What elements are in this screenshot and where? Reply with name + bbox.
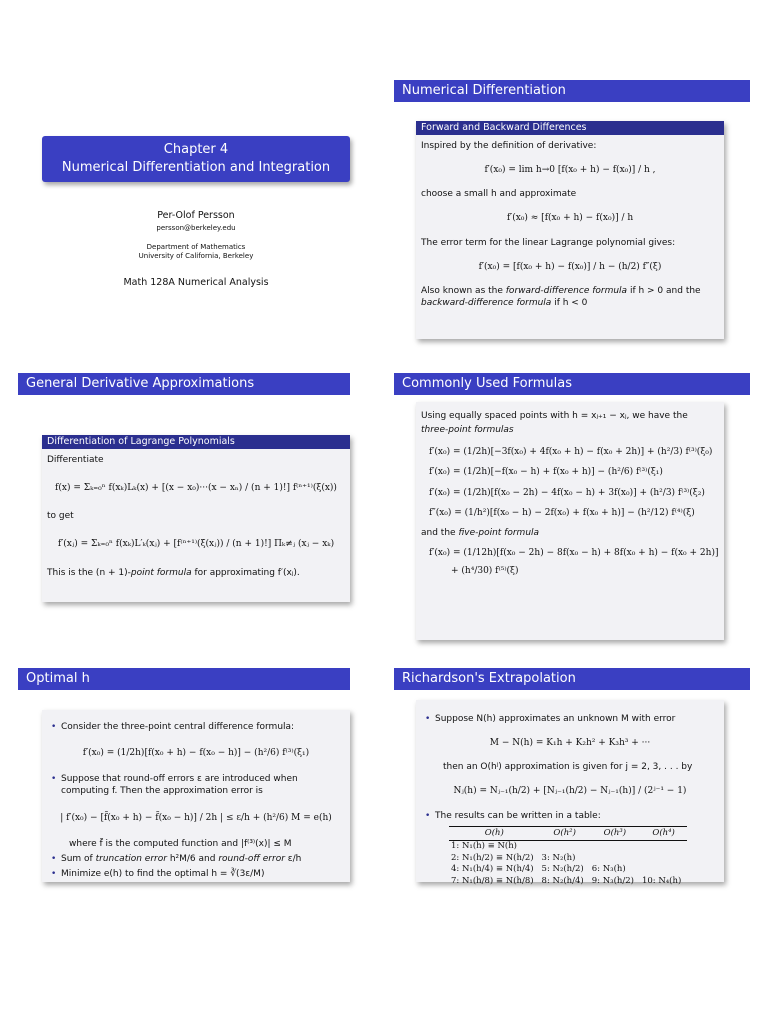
formula: f′(x₀) = (1/2h)[f(x₀ − 2h) − 4f(x₀ − h) + 3f(x₀)] + (h²/3) f⁽³⁾(ξ₂) — [429, 487, 705, 498]
equation: | f′(x₀) − [f̃(x₀ + h) − f̃(x₀ − h)] / 2h | ≤ ε/h + (h²/6) M = e(h) — [60, 812, 332, 823]
equation: f′(x₀) = [f(x₀ + h) − f(x₀)] / h − (h/2) f″(ξ) — [478, 261, 662, 272]
bullet: • Sum of truncation error h²M/6 and round-off error ε/h — [61, 853, 345, 865]
table-header: O(h) — [449, 826, 540, 840]
block-lagrange-diff — [42, 435, 350, 602]
formula: f″(x₀) = (1/h²)[f(x₀ − h) − 2f(x₀) + f(x₀ + h)] − (h²/12) f⁽⁴⁾(ξ) — [429, 507, 695, 518]
text: The error term for the linear Lagrange polynomial gives: — [421, 237, 676, 248]
table-header: O(h³) — [590, 826, 640, 840]
chapter-subtitle: Numerical Differentiation and Integration — [61, 160, 331, 175]
equation: Nⱼ(h) = Nⱼ₋₁(h/2) + [Nⱼ₋₁(h/2) − Nⱼ₋₁(h)] / (2ʲ⁻¹ − 1) — [453, 786, 687, 797]
block-optimal-h — [42, 710, 350, 882]
text: then an O(hʲ) approximation is given for j = 2, 3, . . . by — [443, 762, 693, 773]
course: Math 128A Numerical Analysis — [123, 277, 269, 288]
text: This is the (n + 1)-point formula for approximating f′(xⱼ). — [47, 567, 300, 578]
formula: f′(x₀) = (1/12h)[f(x₀ − 2h) − 8f(x₀ − h) + 8f(x₀ + h) − f(x₀ + 2h)] — [429, 547, 719, 558]
formula: + (h⁴/30) f⁽⁵⁾(ξ) — [451, 566, 519, 577]
frame-title: Numerical Differentiation — [394, 80, 750, 102]
equation: f′(x₀) = (1/2h)[f(x₀ + h) − f(x₀ − h)] − (h²/6) f⁽³⁾(ξ₁) — [82, 748, 310, 759]
frame-title: Optimal h — [18, 668, 350, 690]
bullet: • Suppose that round-off errors ε are introduced when computing f. Then the approximation error is — [61, 773, 345, 797]
chapter-title: Chapter 4 — [163, 142, 229, 157]
author: Per-Olof Persson — [157, 210, 235, 221]
email: persson@berkeley.edu — [156, 224, 236, 232]
university: University of California, Berkeley — [138, 252, 254, 260]
formula: f′(x₀) = (1/2h)[−f(x₀ − h) + f(x₀ + h)] − (h²/6) f⁽³⁾(ξ₁) — [429, 467, 663, 478]
text: Inspired by the definition of derivative: — [421, 141, 597, 151]
equation: M − N(h) = K₁h + K₂h² + K₃h³ + ··· — [489, 738, 651, 749]
bullet: • Consider the three-point central difference formula: — [61, 721, 345, 733]
bullet-list — [47, 721, 345, 733]
table-row: 4: N₁(h/4) ≡ N(h/4) 5: N₂(h/2) 6: N₃(h) — [451, 864, 626, 875]
richardson-table — [449, 826, 687, 887]
text: Using equally spaced points with h = xⱼ₊₁ − xⱼ, we have the — [421, 411, 688, 421]
text: three-point formulas — [421, 425, 514, 436]
text: Differentiate — [47, 455, 104, 465]
block-richardson — [416, 700, 724, 886]
equation: f′(x₀) ≈ [f(x₀ + h) − f(x₀)] / h — [506, 213, 634, 224]
table-row: 1: N₁(h) ≡ N(h) — [451, 841, 517, 852]
frame-title: Richardson's Extrapolation — [394, 668, 750, 690]
text: Also known as the forward-difference formula if h > 0 and the backward-difference formula if h < 0 — [421, 285, 701, 308]
text: and the five-point formula — [421, 527, 540, 538]
table-header: O(h²) — [540, 826, 590, 840]
text: to get — [47, 511, 74, 522]
bullet: • Minimize e(h) to find the optimal h = ∛(3ε/M) — [61, 868, 345, 880]
text: choose a small h and approximate — [421, 189, 577, 200]
table-header: O(h⁴) — [640, 826, 687, 840]
table-row: 2: N₁(h/2) ≡ N(h/2) 3: N₂(h) — [451, 852, 576, 863]
frame-title: Commonly Used Formulas — [394, 373, 750, 395]
block-title: Differentiation of Lagrange Polynomials — [42, 435, 350, 449]
equation: f(x) = Σₖ₌₀ⁿ f(xₖ)Lₖ(x) + [(x − x₀)···(x − xₙ) / (n + 1)!] f⁽ⁿ⁺¹⁾(ξ(x)) — [55, 483, 337, 494]
equation: f′(xⱼ) = Σₖ₌₀ⁿ f(xₖ)L′ₖ(xⱼ) + [f⁽ⁿ⁺¹⁾(ξ(xⱼ)) / (n + 1)!] Πₖ≠ⱼ (xⱼ − xₖ) — [57, 539, 335, 550]
formula: f′(x₀) = (1/2h)[−3f(x₀) + 4f(x₀ + h) − f(x₀ + 2h)] + (h²/3) f⁽³⁾(ξ₀) — [429, 447, 713, 458]
bullet: • The results can be written in a table: — [435, 810, 719, 822]
bullet: • Suppose N(h) approximates an unknown M with error — [435, 713, 719, 725]
equation: f′(x₀) = lim h→0 [f(x₀ + h) − f(x₀)] / h , — [484, 165, 656, 176]
block-common-formulas — [416, 402, 724, 640]
block-title: Forward and Backward Differences — [416, 121, 724, 135]
frame-title: General Derivative Approximations — [18, 373, 350, 395]
table-row: 7: N₁(h/8) ≡ N(h/8) 8: N₂(h/4) 9: N₃(h/2) 10: N₄(h) — [451, 875, 682, 886]
text: where f̃ is the computed function and |f⁽³⁾(x)| ≤ M — [69, 838, 292, 849]
block-forward-backward — [416, 121, 724, 339]
title-block — [42, 136, 350, 182]
department: Department of Mathematics — [146, 243, 246, 251]
